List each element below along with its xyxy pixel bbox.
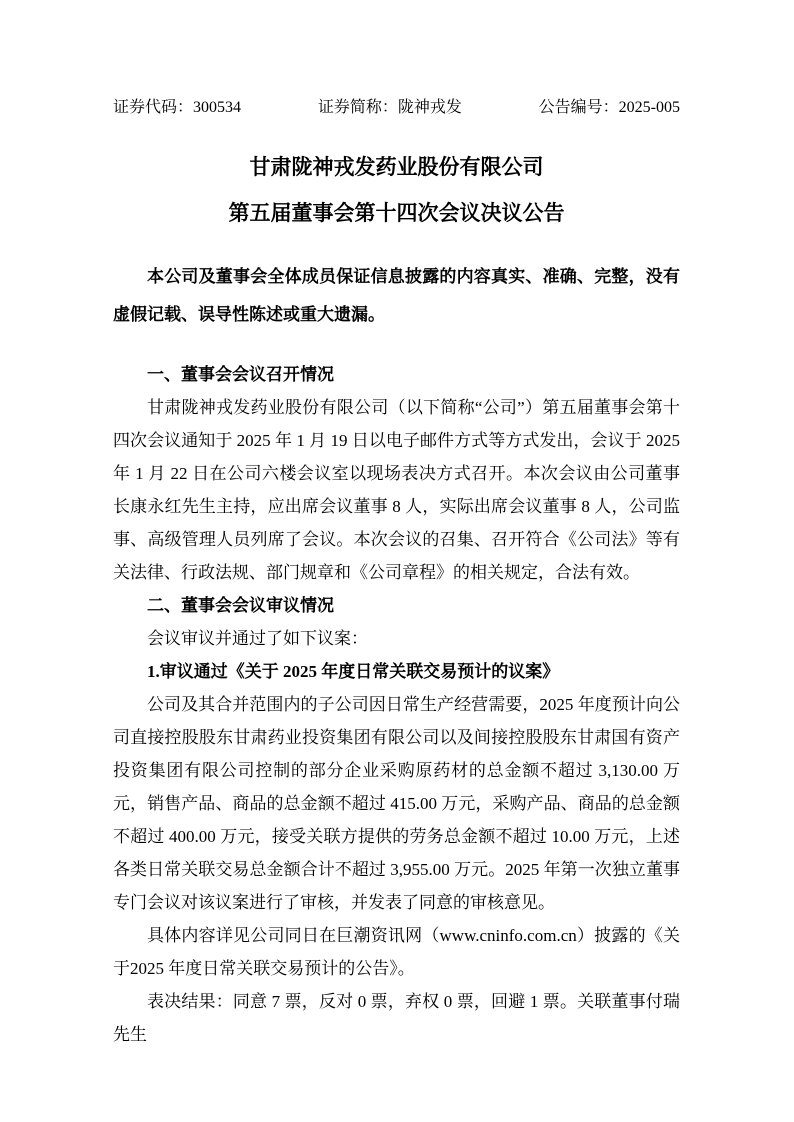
item1-heading: 1.审议通过《关于 2025 年度日常关联交易预计的议案》 — [147, 662, 560, 681]
stock-short-name: 证券简称：陇神戎发 — [317, 99, 462, 116]
document-header — [113, 98, 680, 118]
stock-code: 证券代码：300534 — [113, 99, 242, 116]
item1-paragraph-2: 具体内容详见公司同日在巨潮资讯网（www.cninfo.com.cn）披露的《关于2025 年度日常关联交易预计的公告》。 — [113, 926, 680, 978]
section2-heading: 二、董事会会议审议情况 — [147, 596, 334, 615]
item1-paragraph-3: 表决结果：同意 7 票，反对 0 票，弃权 0 票，回避 1 票。关联董事付瑞先生 — [113, 992, 680, 1044]
section2-intro: 会议审议并通过了如下议案： — [147, 629, 368, 648]
section1-heading: 一、董事会会议召开情况 — [147, 365, 334, 384]
item1-paragraph-1: 公司及其合并范围内的子公司因日常生产经营需要，2025 年度预计向公司直接控股股东甘肃药业投资集团有限公司以及间接控股股东甘肃国有资产投资集团有限公司控制的部分企业采购原药材的总金额不超过 3,130.00 万元，销售产品、商品的总金额不超过 415.00 万元，采购产品、商品的总金额不超过 400.00 万元，接受关联方提供的劳务总金额不超过 10.00 万元，上述各类日常关联交易总金额合计不超过 3,955.00 万元。2025 年第一次独立董事专门会议对该议案进行了审核，并发表了同意的审核意见。 — [113, 695, 680, 912]
disclaimer-statement: 本公司及董事会全体成员保证信息披露的内容真实、准确、完整，没有虚假记载、误导性陈述或重大遗漏。 — [113, 267, 680, 324]
company-name-title: 甘肃陇神戎发药业股份有限公司 — [249, 155, 544, 179]
announcement-number: 公告编号：2025-005 — [538, 99, 680, 116]
section1-paragraph: 甘肃陇神戎发药业股份有限公司（以下简称“公司”）第五届董事会第十四次会议通知于 2025 年 1 月 19 日以电子邮件方式等方式发出，会议于 2025 年 1 月 22 日在公司六楼会议室以现场表决方式召开。本次会议由公司董事长康永红先生主持，应出席会议董事 8 人，实际出席会议董事 8 人，公司监事、高级管理人员列席了会议。本次会议的召集、召开符合《公司法》等有关法律、行政法规、部门规章和《公司章程》的相关规定，合法有效。 — [113, 398, 680, 582]
announcement-title: 第五届董事会第十四次会议决议公告 — [228, 201, 565, 225]
